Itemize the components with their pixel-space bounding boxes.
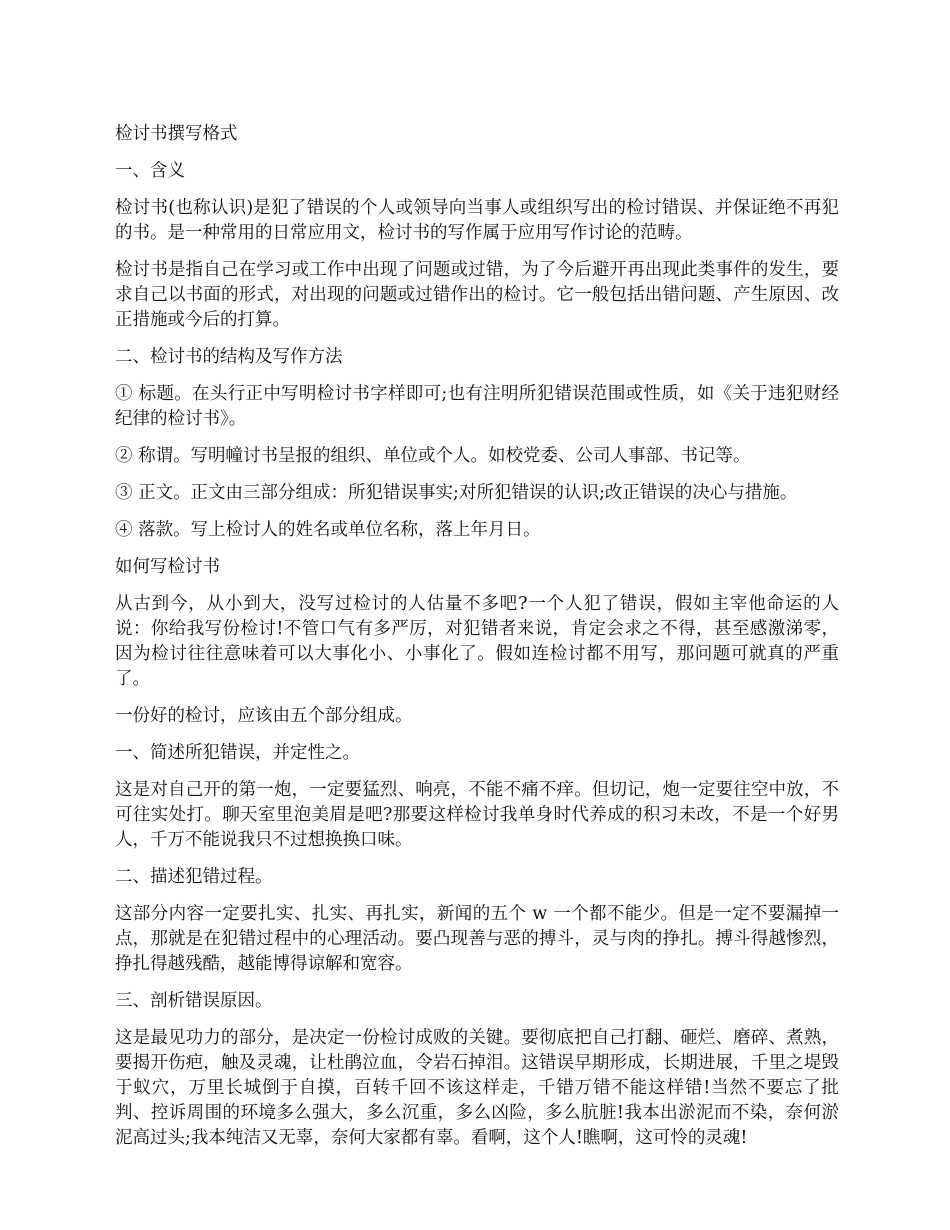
list-item-signature: ④ 落款。写上检讨人的姓名或单位名称，落上年月日。	[115, 520, 541, 540]
section-heading-how-to: 如何写检讨书	[115, 557, 220, 577]
paragraph: 这部分内容一定要扎实、扎实、再扎实，新闻的五个 w 一个都不能少。但是一定不要漏掉一点，那就是在犯错过程中的心理活动。要凸现善与恶的搏斗，灵与肉的挣扎。搏斗得越惨烈，挣扎得越残酷，越能博得谅解和宽容。	[115, 904, 839, 974]
list-item-title: ① 标题。在头行正中写明检讨书字样即可;也有注明所犯错误范围或性质，如《关于违犯财经纪律的检讨书》。	[115, 384, 839, 429]
paragraph: 一份好的检讨，应该由五个部分组成。	[115, 706, 413, 726]
paragraph: 这是对自己开的第一炮，一定要猛烈、响亮，不能不痛不痒。但切记，炮一定要往空中放，不可往实处打。聊天室里泡美眉是吧?那要这样检讨我单身时代养成的积习未改，不是一个好男人，千万不能说我只不过想换换口味。	[115, 780, 839, 850]
section-heading-step-3: 三、剖析错误原因。	[115, 991, 273, 1011]
list-item-body: ③ 正文。正文由三部分组成：所犯错误事实;对所犯错误的认识;改正错误的决心与措施。	[115, 483, 798, 503]
paragraph: 检讨书是指自己在学习或工作中出现了问题或过错，为了今后避开再出现此类事件的发生，要求自己以书面的形式，对出现的问题或过错作出的检讨。它一般包括出错问题、产生原因、改正措施或今后的打算。	[115, 260, 839, 330]
section-heading-step-2: 二、描述犯错过程。	[115, 867, 273, 887]
section-heading-structure: 二、检讨书的结构及写作方法	[115, 347, 343, 367]
section-heading-step-1: 一、简述所犯错误，并定性之。	[115, 743, 360, 763]
paragraph: 从古到今，从小到大，没写过检讨的人估量不多吧?一个人犯了错误，假如主宰他命运的人说：你给我写份检讨!不管口气有多严厉，对犯错者来说，肯定会求之不得，甚至感激涕零，因为检讨往往意味着可以大事化小、小事化了。假如连检讨都不用写，那问题可就真的严重了。	[115, 594, 839, 689]
paragraph: 这是最见功力的部分，是决定一份检讨成败的关键。要彻底把自己打翻、砸烂、磨碎、煮熟，要揭开伤疤，触及灵魂，让杜鹃泣血，令岩石掉泪。这错误早期形成，长期进展，千里之堤毁于蚁穴，万里长城倒于自摸，百转千回不该这样走，千错万错不能这样错!当然不要忘了批判、控诉周围的环境多么强大，多么沉重，多么凶险，多么肮脏!我本出淤泥而不染，奈何淤泥高过头;我本纯洁又无辜，奈何大家都有辜。看啊，这个人!瞧啊，这可怜的灵魂!	[115, 1028, 839, 1148]
paragraph: 检讨书(也称认识)是犯了错误的个人或领导向当事人或组织写出的检讨错误、并保证绝不再犯的书。是一种常用的日常应用文，检讨书的写作属于应用写作讨论的范畴。	[115, 198, 839, 243]
document-title: 检讨书撰写格式	[115, 124, 238, 144]
section-heading-meaning: 一、含义	[115, 161, 185, 181]
list-item-salutation: ② 称谓。写明幢讨书呈报的组织、单位或个人。如校党委、公司人事部、书记等。	[115, 446, 751, 466]
document-page	[115, 122, 839, 1163]
